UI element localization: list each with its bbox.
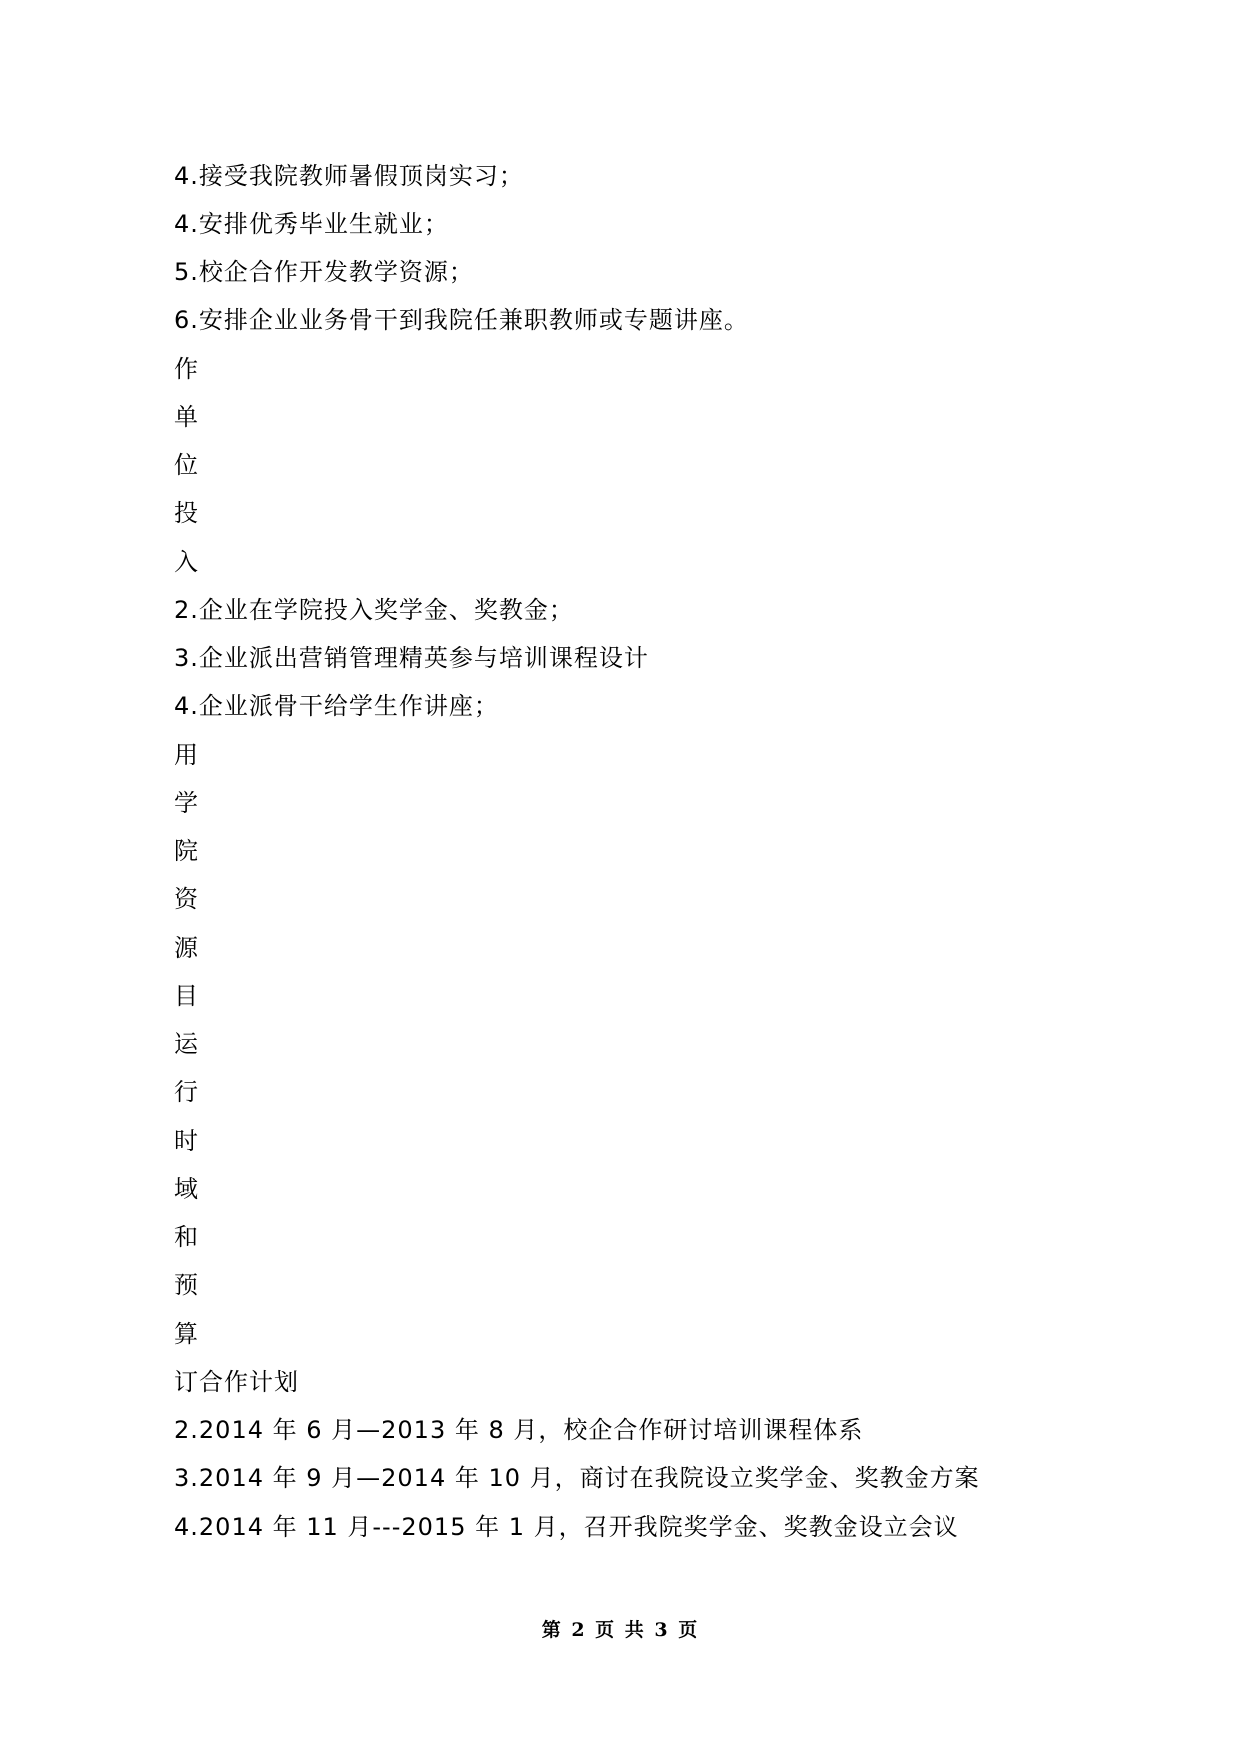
text-line: 目 <box>174 982 199 1010</box>
text-line: 位 <box>174 451 199 479</box>
text-line: 源 <box>174 934 199 962</box>
text-line: 域 <box>174 1175 199 1203</box>
text-line: 3.2014 年 9 月—2014 年 10 月，商讨在我院设立奖学金、奖教金方案 <box>174 1464 980 1492</box>
text-line: 院 <box>174 837 199 865</box>
text-line: 和 <box>174 1223 199 1251</box>
text-line: 时 <box>174 1127 199 1155</box>
text-line: 4.接受我院教师暑假顶岗实习； <box>174 162 524 190</box>
text-line: 2.2014 年 6 月—2013 年 8 月，校企合作研讨培训课程体系 <box>174 1416 864 1444</box>
text-line: 订合作计划 <box>174 1368 299 1396</box>
text-line: 3.企业派出营销管理精英参与培训课程设计 <box>174 644 649 672</box>
text-line: 预 <box>174 1271 199 1299</box>
text-line: 入 <box>174 548 199 576</box>
text-line: 学 <box>174 789 199 817</box>
text-line: 单 <box>174 403 199 431</box>
text-line: 行 <box>174 1078 199 1106</box>
text-line: 2.企业在学院投入奖学金、奖教金； <box>174 596 574 624</box>
text-line: 算 <box>174 1320 199 1348</box>
text-line: 6.安排企业业务骨干到我院任兼职教师或专题讲座。 <box>174 306 749 334</box>
text-line: 投 <box>174 499 199 527</box>
text-line: 作 <box>174 355 199 383</box>
text-line: 4.企业派骨干给学生作讲座； <box>174 692 499 720</box>
page-number-footer: 第 2 页 共 3 页 <box>541 1619 700 1641</box>
text-line: 资 <box>174 885 199 913</box>
text-line: 5.校企合作开发教学资源； <box>174 258 474 286</box>
text-line: 用 <box>174 741 199 769</box>
text-line: 4.安排优秀毕业生就业； <box>174 210 449 238</box>
text-line: 4.2014 年 11 月---2015 年 1 月，召开我院奖学金、奖教金设立会议 <box>174 1513 959 1541</box>
text-line: 运 <box>174 1030 199 1058</box>
